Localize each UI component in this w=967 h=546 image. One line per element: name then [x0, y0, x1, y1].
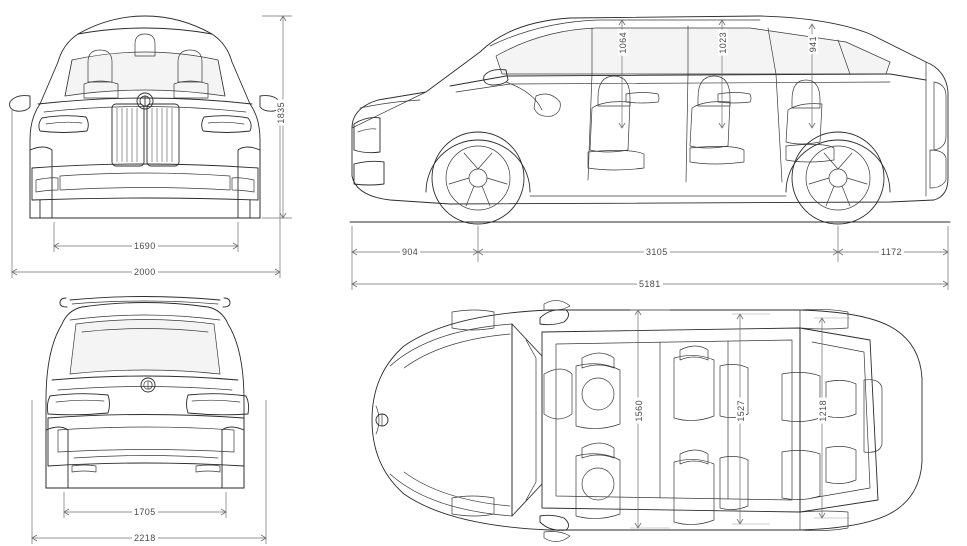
second-row-headroom-label: 1023 [718, 32, 728, 54]
wheelbase-label: 3105 [646, 247, 668, 257]
front-height-label: 1835 [276, 102, 286, 124]
front-view-drawing [0, 0, 300, 280]
front-shoulder-room-label: 1560 [634, 400, 644, 422]
top-view-drawing [330, 296, 967, 546]
second-row-shoulder-room-label: 1527 [736, 400, 746, 422]
rear-view [0, 280, 300, 546]
third-row-shoulder-room-label: 1218 [818, 400, 828, 422]
front-view [0, 0, 300, 280]
front-headroom-label: 1064 [618, 32, 628, 54]
front-overhang-label: 904 [402, 247, 419, 257]
logo-roundel-rear [141, 378, 155, 392]
logo-roundel-top [376, 414, 388, 426]
side-view [330, 0, 967, 300]
rear-overall-width-label: 2218 [134, 533, 156, 543]
front-mirror-width-label: 2000 [134, 267, 156, 277]
rear-overhang-label: 1172 [881, 247, 902, 257]
third-row-headroom-label: 941 [808, 36, 818, 53]
rear-track-label: 1705 [134, 507, 156, 517]
overall-length-label: 5181 [639, 279, 661, 289]
top-view [330, 296, 967, 546]
front-track-label: 1690 [134, 241, 156, 251]
